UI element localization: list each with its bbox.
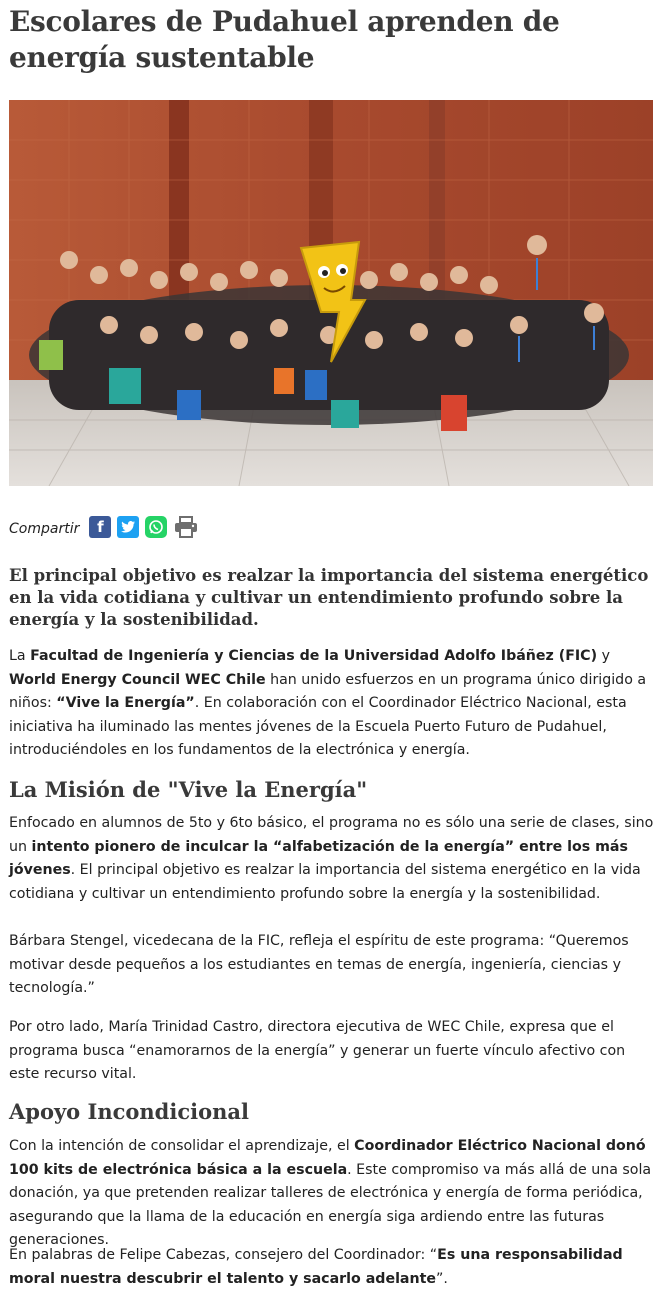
section-heading-apoyo: Apoyo Incondicional	[9, 1099, 249, 1124]
share-label: Compartir	[9, 521, 80, 537]
twitter-icon[interactable]	[117, 516, 139, 538]
print-icon[interactable]	[173, 516, 199, 538]
paragraph-2: Enfocado en alumnos de 5to y 6to básico, el programa no es sólo una serie de clases, sino un intento pionero de inculcar la “alfabetización de la energía” entre los más jóvenes. El principal objetivo es realzar la importancia del sistema energético en la vida cotidiana y cultivar un entendimiento profundo sobre la energía y la sostenibilidad.	[9, 815, 654, 902]
article-photo	[9, 100, 653, 486]
paragraph-4: Por otro lado, María Trinidad Castro, directora ejecutiva de WEC Chile, expresa que el programa busca “enamorarnos de la energía” y generar un fuerte vínculo afectivo con este recurso vital.	[9, 1019, 626, 1082]
paragraph-3: Bárbara Stengel, vicedecana de la FIC, refleja el espíritu de este programa: “Queremos motivar desde pequeños a los estudiantes en temas de energía, ingeniería, ciencias y tecnología.”	[9, 933, 629, 996]
article-lead: El principal objetivo es realzar la importancia del sistema energético en la vida cotidiana y cultivar un entendimiento profundo sobre la energía y la sostenibilidad.	[9, 566, 649, 629]
paragraph-5: Con la intención de consolidar el aprendizaje, el Coordinador Eléctrico Nacional donó 100 kits de electrónica básica a la escuela. Este compromiso va más allá de una sola donación, ya que pretenden realizar talleres de electrónica y energía de forma periódica, asegurando que la llama de la educación en energía siga ardiendo entre las futuras generaciones.	[9, 1138, 652, 1248]
facebook-icon[interactable]: f	[89, 516, 111, 538]
article-title: Escolares de Pudahuel aprenden de energía sustentable	[9, 5, 560, 74]
share-bar	[9, 514, 199, 540]
whatsapp-icon[interactable]	[145, 516, 167, 538]
section-heading-mision: La Misión de "Vive la Energía"	[9, 777, 368, 802]
paragraph-1: La Facultad de Ingeniería y Ciencias de la Universidad Adolfo Ibáñez (FIC) y World Energy Council WEC Chile han unido esfuerzos en un programa único dirigido a niños: “Vive la Energía”. En colaboración con el Coordinador Eléctrico Nacional, esta iniciativa ha iluminado las mentes jóvenes de la Escuela Puerto Futuro de Pudahuel, introduciéndoles en los fundamentos de la electrónica y energía.	[9, 648, 647, 758]
paragraph-6: En palabras de Felipe Cabezas, consejero del Coordinador: “Es una responsabilidad moral nuestra descubrir el talento y sacarlo adelante”.	[9, 1247, 623, 1287]
